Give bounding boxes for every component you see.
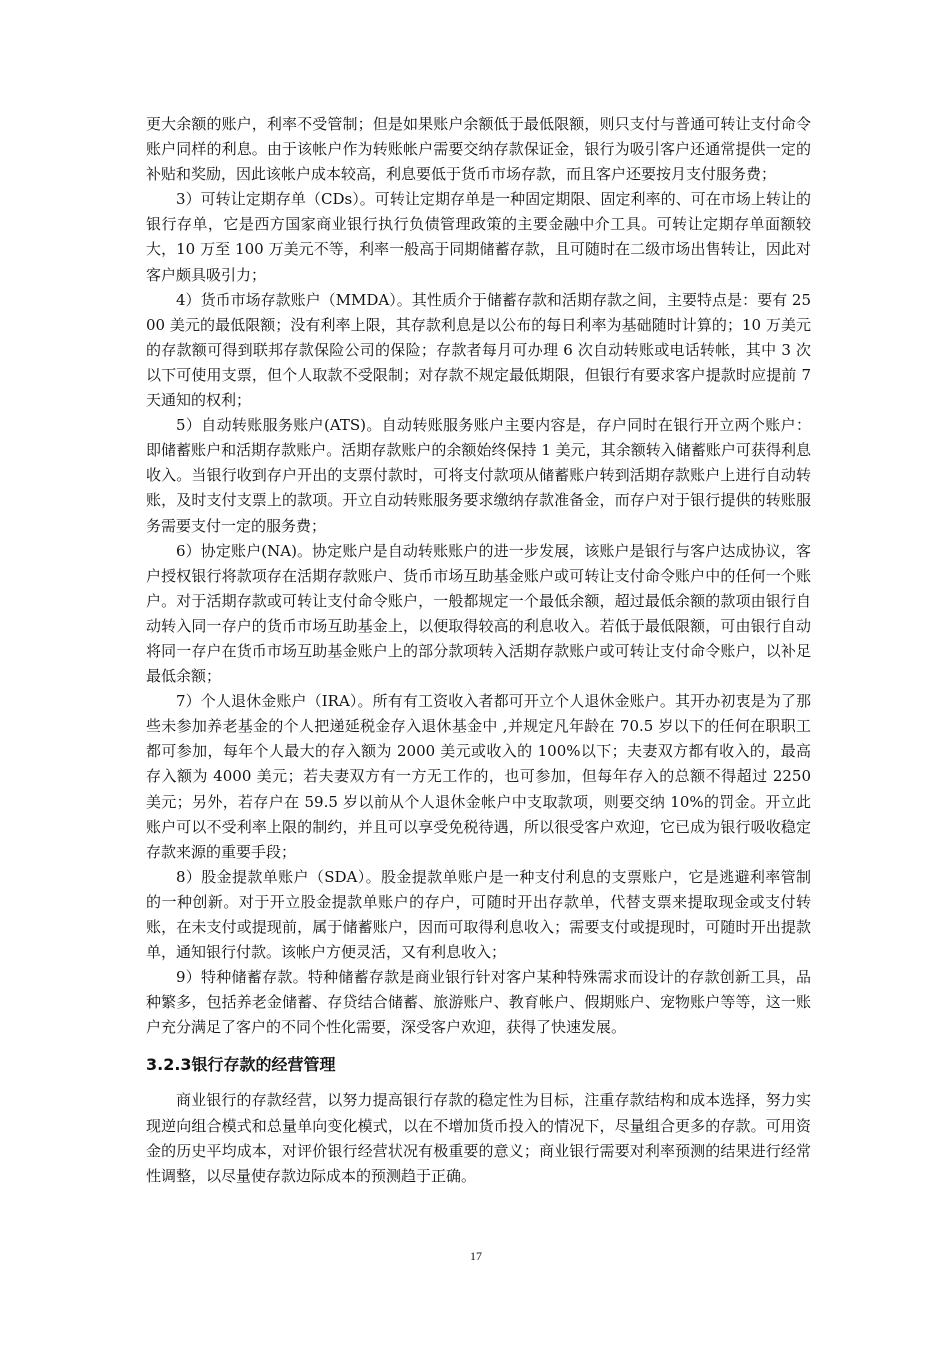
- paragraph-continuation: 更大余额的账户，利率不受管制；但是如果账户余额低于最低限额，则只支付与普通可转让支付命令账户同样的利息。由于该帐户作为转账帐户需要交纳存款保证金，银行为吸引客户还通常提供一定的补贴和奖励，因此该帐户成本较高，利息要低于货币市场存款，而且客户还要按月支付服务费；: [146, 115, 811, 184]
- paragraph-deposit-management: 商业银行的存款经营，以努力提高银行存款的稳定性为目标，注重存款结构和成本选择，努力实现逆向组合模式和总量单向变化模式，以在不增加货币投入的情况下，尽量组合更多的存款。可用资金的历史平均成本，对评价银行经营状况有极重要的意义；商业银行需要对利率预测的结果进行经常性调整，以尽量使存款边际成本的预测趋于正确。: [146, 1091, 811, 1185]
- page-number: 17: [470, 1249, 482, 1263]
- paragraph-special-savings: 9）特种储蓄存款。特种储蓄存款是商业银行针对客户某种特殊需求而设计的存款创新工具，品种繁多，包括养老金储蓄、存贷结合储蓄、旅游账户、教育帐户、假期账户、宠物账户等等，这一账户充分满足了客户的不同个性化需要，深受客户欢迎，获得了快速发展。: [146, 968, 811, 1037]
- paragraph-ats: 5）自动转账服务账户(ATS)。自动转账服务账户主要内容是，存户同时在银行开立两个账户：即储蓄账户和活期存款账户。活期存款账户的余额始终保持 1 美元，其余额转入储蓄账户可获得利息收入。当银行收到存户开出的支票付款时，可将支付款项从储蓄账户转到活期存款账户上进行自动转账，及时支付支票上的款项。开立自动转账服务要求缴纳存款准备金，而存户对于银行提供的转账服务需要支付一定的服务费；: [146, 416, 811, 535]
- paragraph-ira: 7）个人退休金账户（IRA）。所有有工资收入者都可开立个人退休金账户。其开办初衷是为了那些未参加养老基金的个人把递延税金存入退休基金中 ,并规定凡年龄在 70.5 岁以下的任何在职职工都可参加，每年个人最大的存入额为 2000 美元或收入的 100%以下；夫妻双方都有收入的，最高存入额为 4000 美元；若夫妻双方有一方无工作的，也可参加，但每年存入的总额不得超过 2250 美元；另外，若存户在 59.5 岁以前从个人退休金帐户中支取款项，则要交纳 10%的罚金。开立此账户可以不受利率上限的制约，并且可以享受免税待遇，所以很受客户欢迎，它已成为银行吸收稳定存款来源的重要手段；: [146, 692, 811, 861]
- paragraph-na: 6）协定账户(NA)。协定账户是自动转账账户的进一步发展，该账户是银行与客户达成协议，客户授权银行将款项存在活期存款账户、货币市场互助基金账户或可转让支付命令账户中的任何一个账户。对于活期存款或可转让支付命令账户，一般都规定一个最低余额，超过最低余额的款项由银行自动转入同一存户的货币市场互助基金上，以便取得较高的利息收入。若低于最低限额，可由银行自动将同一存户在货币市场互助基金账户上的部分款项转入活期存款账户或可转让支付命令账户，以补足最低余额；: [146, 541, 811, 686]
- page-content: [146, 112, 811, 1189]
- section-heading: 3.2.3银行存款的经营管理: [146, 1055, 336, 1075]
- paragraph-sda: 8）股金提款单账户（SDA）。股金提款单账户是一种支付利息的支票账户，它是逃避利率管制的一种创新。对于开立股金提款单账户的存户，可随时开出存款单，代替支票来提取现金或支付转账，在未支付或提现前，属于储蓄账户，因而可取得利息收入；需要支付或提现时，可随时开出提款单，通知银行付款。该帐户方便灵活，又有利息收入；: [146, 867, 811, 962]
- paragraph-mmda: 4）货币市场存款账户（MMDA）。其性质介于储蓄存款和活期存款之间，主要特点是：要有 2500 美元的最低限额；没有利率上限，其存款利息是以公布的每日利率为基础随时计算的；10 万美元的存款额可得到联邦存款保险公司的保险；存款者每月可办理 6 次自动转账或电话转帐，其中 3 次以下可使用支票，但个人取款不受限制；对存款不规定最低期限，但银行有要求客户提款时应提前 7 天通知的权利；: [146, 290, 811, 410]
- paragraph-cds: 3）可转让定期存单（CDs）。可转让定期存单是一种固定期限、固定利率的、可在市场上转让的银行存单，它是西方国家商业银行执行负债管理政策的主要金融中介工具。可转让定期存单面额较大，10 万至 100 万美元不等，利率一般高于同期储蓄存款，且可随时在二级市场出售转让，因此对客户颇具吸引力；: [146, 190, 811, 284]
